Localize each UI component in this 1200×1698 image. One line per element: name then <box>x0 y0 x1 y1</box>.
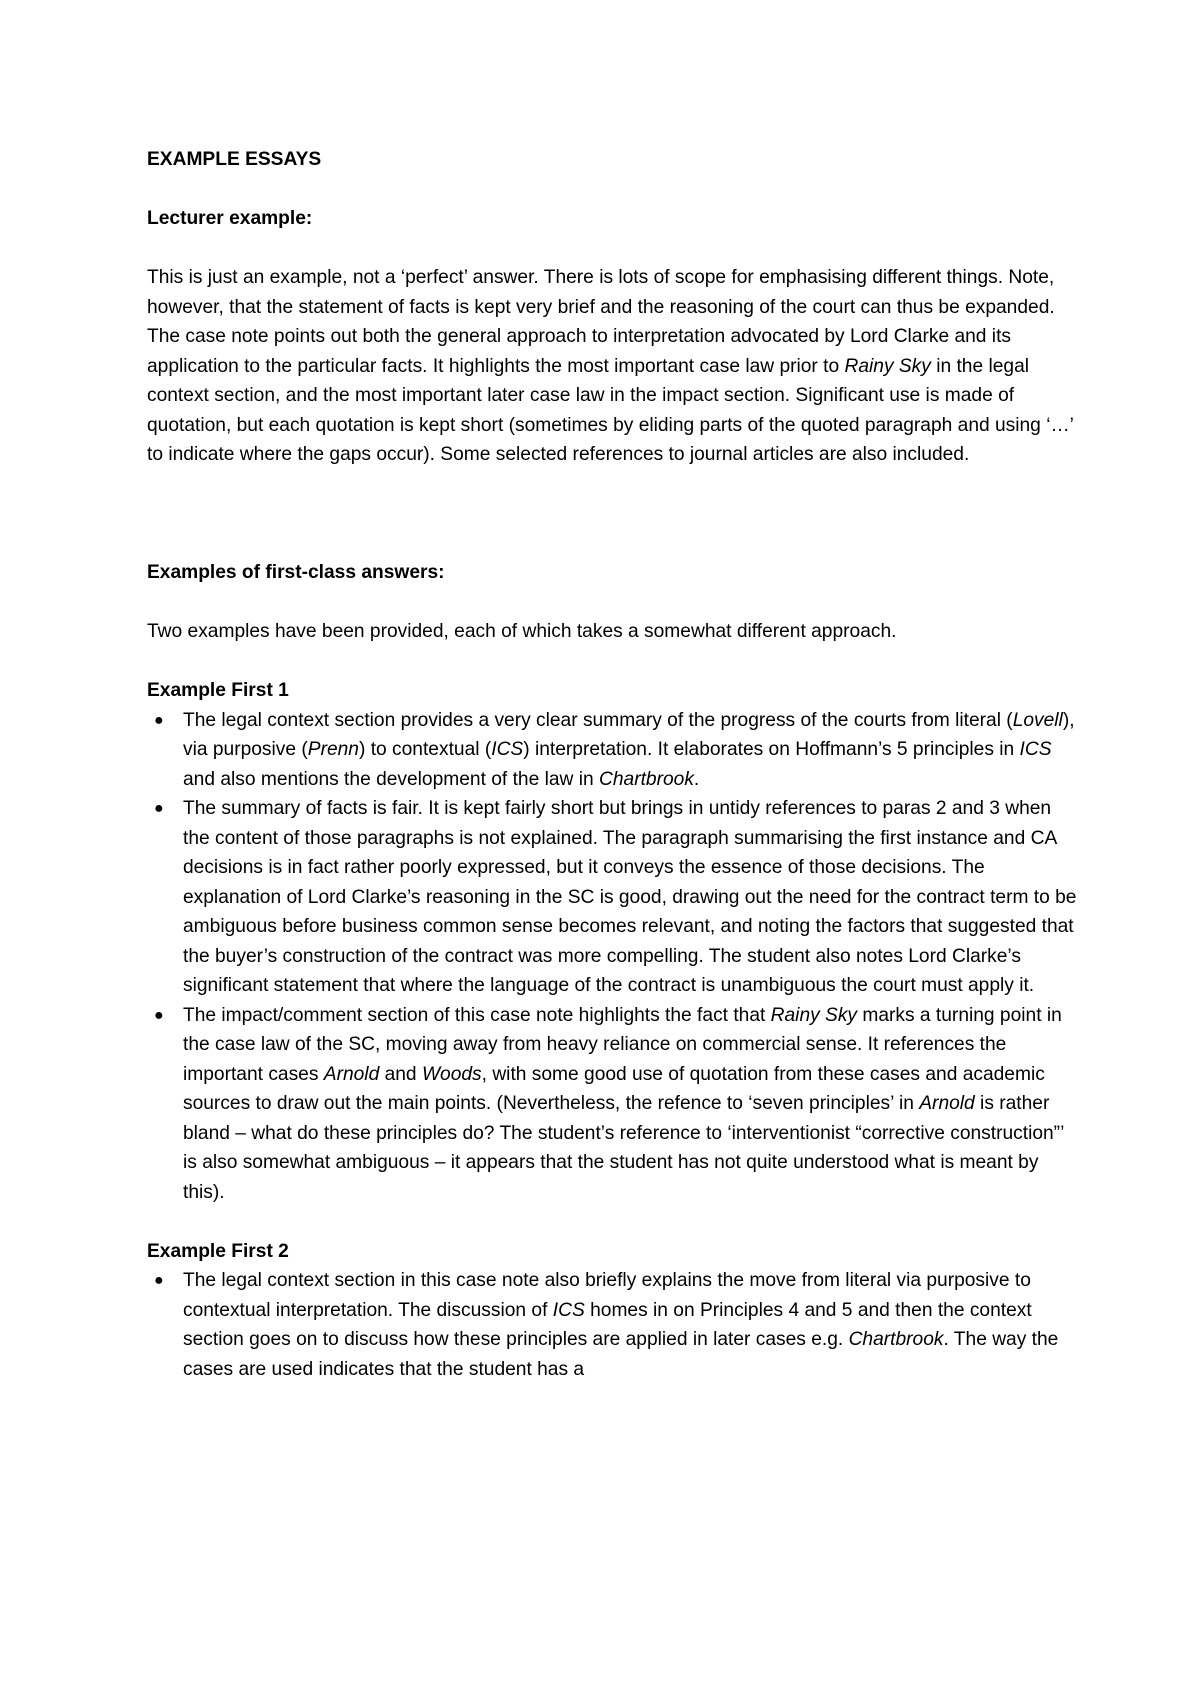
case-name: ICS <box>552 1299 585 1321</box>
text-run: The summary of facts is fair. It is kept fairly short but brings in untidy references to paras 2 and 3 when the content of those paragraphs is not explained. The paragraph summarising the first instance and CA decisions is in fact rather poorly expressed, but it conveys the essence of those decisions. The explanation of Lord Clarke’s reasoning in the SC is good, drawing out the need for the contract term to be ambiguous before business common sense becomes relevant, and noting the factors that suggested that the buyer’s construction of the contract was more compelling. The student also notes Lord Clarke’s significant statement that where the language of the contract is unambiguous the court must apply it. <box>183 798 1077 996</box>
bullet-icon: ● <box>154 1006 164 1024</box>
case-name: Lovell <box>1012 709 1063 731</box>
example-first-2-heading: Example First 2 <box>147 1240 289 1262</box>
text-run: The impact/comment section of this case note highlights the fact that <box>183 1004 771 1026</box>
text-run: . <box>693 768 700 790</box>
first-class-heading: Examples of first-class answers: <box>147 562 445 583</box>
case-name: Chartbrook <box>848 1329 944 1350</box>
example-first-2-list <box>147 1266 1077 1384</box>
first-class-intro: Two examples have been provided, each of which takes a somewhat different approach. <box>147 621 897 642</box>
bullet-icon: ● <box>154 1272 164 1289</box>
text-run: ) to contextual ( <box>358 739 492 760</box>
list-item <box>147 1001 1077 1208</box>
document-page <box>147 145 1077 1384</box>
case-name: Arnold <box>323 1063 380 1085</box>
case-name: Woods <box>421 1063 482 1085</box>
case-name: ICS <box>491 739 524 760</box>
case-name: Prenn <box>307 739 359 760</box>
bullet-icon: ● <box>154 800 164 817</box>
case-name: Rainy Sky <box>770 1004 858 1026</box>
example-first-1-heading: Example First 1 <box>147 680 289 701</box>
text-run: marks a turning point in the case law of the SC, moving away from heavy reliance on commercial sense. It references the important cases <box>183 1004 1062 1085</box>
case-name: Arnold <box>919 1093 975 1114</box>
text-run: ) interpretation. It elaborates on Hoffmann’s 5 principles in <box>523 739 1020 760</box>
case-name: Chartbrook <box>599 768 694 790</box>
text-run: , with some good use of quotation from these cases and academic sources to draw out the main points. (Nevertheless, the refence to ‘seven principles’ in <box>183 1063 1045 1114</box>
example-first-1-list <box>147 706 1077 1208</box>
list-item <box>147 706 1077 795</box>
text-run: The legal context section provides a very clear summary of the progress of the courts from literal ( <box>183 709 1013 731</box>
text-run: This is just an example, not a ‘perfect’ answer. There is lots of scope for emphasising different things. Note, however, that the statement of facts is kept very brief and the reasoning of the court can thus be expanded. The case note points out both the general approach to interpretation advocated by Lord Clarke and its application to the particular facts. It highlights the most important case law prior to <box>147 267 1055 377</box>
text-run: The legal context section in this case note also briefly explains the move from literal via purposive to contextual interpretation. The discussion of <box>183 1270 1031 1321</box>
case-name: Rainy Sky <box>844 355 931 377</box>
text-run: and <box>379 1063 422 1085</box>
bullet-icon: ● <box>154 711 164 729</box>
list-item <box>147 1266 1077 1384</box>
list-item <box>147 794 1077 1001</box>
text-run: and also mentions the development of the law in <box>183 768 599 790</box>
lecturer-paragraph <box>147 263 1077 470</box>
text-run: is rather bland – what do these principles do? The student’s reference to ‘interventionist “corrective construction”’ is also somewhat ambiguous – it appears that the student has not quite understood what is meant by this). <box>183 1093 1064 1203</box>
text-run: . The way the cases are used indicates that the student has a <box>183 1329 1059 1380</box>
document-title: EXAMPLE ESSAYS <box>147 149 322 170</box>
case-name: ICS <box>1019 739 1052 760</box>
text-run: homes in on Principles 4 and 5 and then the context section goes on to discuss how these principles are applied in later cases e.g. <box>183 1299 1032 1350</box>
text-run: ), via purposive ( <box>183 709 1075 760</box>
text-run: in the legal context section, and the most important later case law in the impact section. Significant use is made of quotation, but each quotation is kept short (sometimes by eliding parts of the quoted paragraph and using ‘…’ to indicate where the gaps occur). Some selected references to journal articles are also included. <box>147 355 1074 465</box>
lecturer-heading: Lecturer example: <box>147 208 313 229</box>
